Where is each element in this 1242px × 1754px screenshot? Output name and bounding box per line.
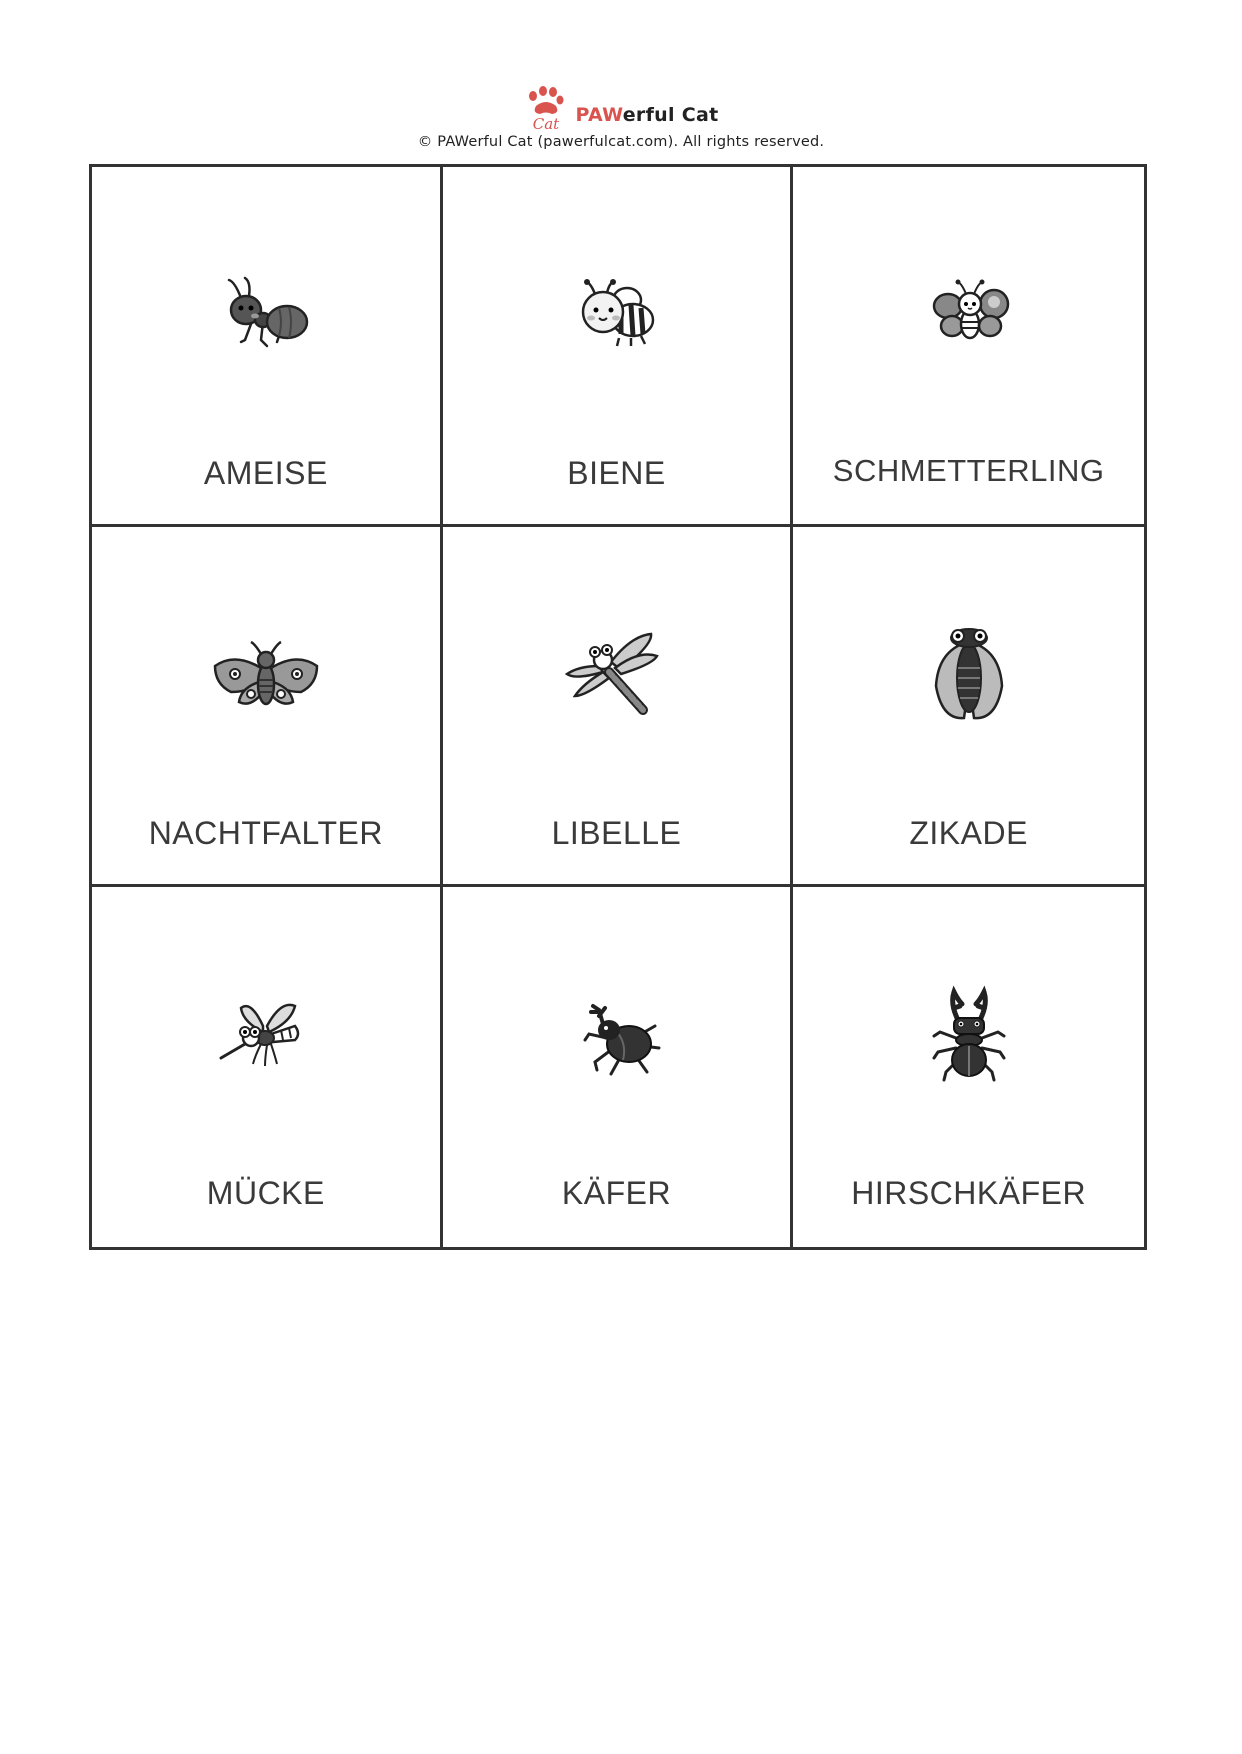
moth-icon bbox=[211, 622, 321, 732]
butterfly-icon bbox=[914, 262, 1024, 372]
card-label: KÄFER bbox=[561, 1175, 672, 1211]
page-header bbox=[0, 86, 1242, 150]
card-moth bbox=[92, 527, 443, 887]
dragonfly-icon bbox=[561, 622, 671, 732]
bee-icon bbox=[561, 262, 671, 372]
card-bee bbox=[443, 167, 794, 527]
flashcard-grid bbox=[89, 164, 1147, 1250]
beetle-icon bbox=[561, 982, 671, 1092]
brand-name bbox=[576, 104, 719, 126]
card-label: HIRSCHKÄFER bbox=[851, 1175, 1087, 1211]
card-label: AMEISE bbox=[203, 455, 328, 491]
logo-cat-text: Cat bbox=[532, 115, 559, 132]
card-label: LIBELLE bbox=[551, 815, 682, 851]
card-label: NACHTFALTER bbox=[148, 815, 383, 851]
card-label: MÜCKE bbox=[206, 1175, 325, 1211]
brand-logo bbox=[0, 86, 1242, 132]
card-mosquito bbox=[92, 887, 443, 1247]
card-beetle bbox=[443, 887, 794, 1247]
card-butterfly bbox=[793, 167, 1144, 527]
mosquito-icon bbox=[211, 982, 321, 1092]
card-stag-beetle bbox=[793, 887, 1144, 1247]
ant-icon bbox=[211, 262, 321, 372]
paw-logo-icon bbox=[524, 86, 568, 132]
card-ant bbox=[92, 167, 443, 527]
card-dragonfly bbox=[443, 527, 794, 887]
brand-suffix: erful Cat bbox=[622, 104, 719, 126]
card-label: ZIKADE bbox=[909, 815, 1028, 851]
card-cicada bbox=[793, 527, 1144, 887]
cicada-icon bbox=[914, 622, 1024, 732]
stag-beetle-icon bbox=[914, 982, 1024, 1092]
brand-prefix: PAW bbox=[575, 104, 623, 126]
card-label: SCHMETTERLING bbox=[832, 453, 1105, 488]
card-label: BIENE bbox=[567, 455, 666, 491]
copyright-notice: © PAWerful Cat (pawerfulcat.com). All rights reserved. bbox=[417, 134, 825, 150]
